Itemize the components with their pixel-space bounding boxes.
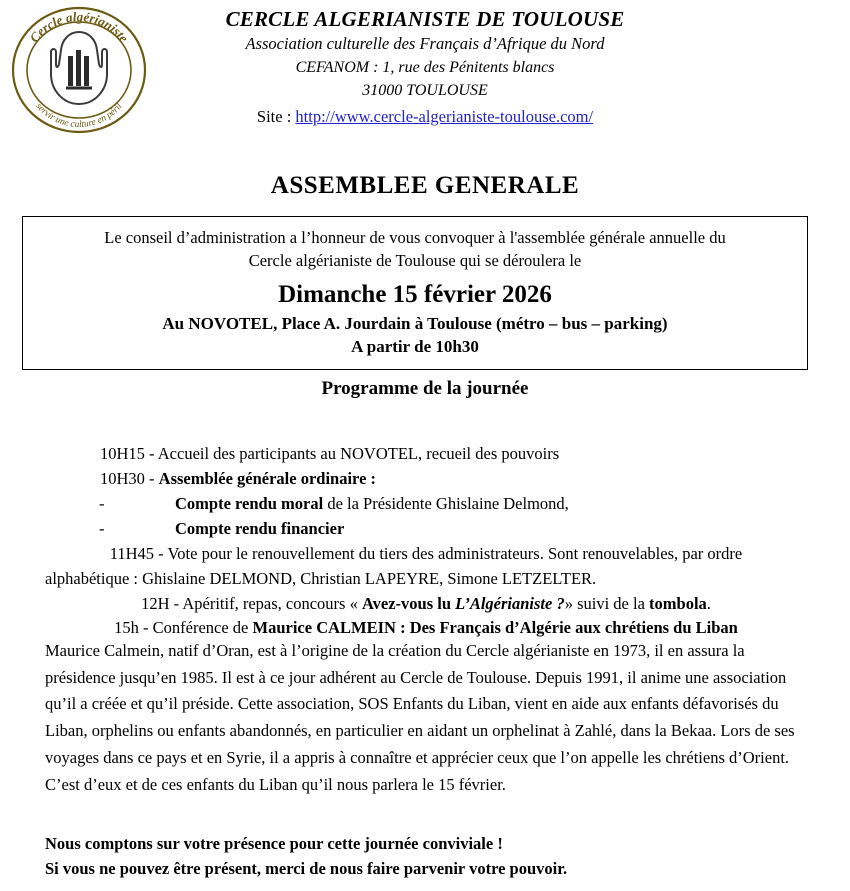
svg-text:servir une culture en péril: servir une culture en péril [33, 101, 125, 131]
schedule-item-2 [45, 467, 807, 491]
schedule-item-2-text: Assemblée générale ordinaire : [158, 468, 377, 488]
website-link[interactable]: http://www.cercle-algerianiste-toulouse.com/ [295, 106, 594, 126]
programme-schedule [45, 442, 807, 641]
closing-line-2: Si vous ne pouvez être présent, merci de nous faire parvenir votre pouvoir. [45, 858, 568, 878]
convocation-time: A partir de 10h30 [351, 337, 479, 357]
schedule-item-4-bold-e: tombola [649, 593, 707, 613]
schedule-item-1 [45, 442, 807, 466]
schedule-item-5-speaker: Maurice CALMEIN : Des Français d’Algérie aux chrétiens du Liban [252, 618, 738, 638]
schedule-subitem-1 [45, 492, 807, 516]
convocation-text-line2: Cercle algérianiste de Toulouse qui se déroulera le [248, 251, 582, 271]
schedule-item-5-time: 15h - [114, 618, 153, 638]
schedule-item-3 [45, 542, 807, 566]
svg-text:Cercle algérianiste: Cercle algérianiste [26, 8, 132, 46]
website-line [150, 104, 700, 130]
schedule-item-3-time: 11H45 - [109, 543, 168, 563]
schedule-item-4 [45, 592, 807, 616]
schedule-item-5 [45, 616, 807, 640]
schedule-subitem-1-dash: - [99, 493, 105, 513]
schedule-subitem-1-rest: de la Présidente Ghislaine Delmond, [323, 493, 569, 513]
schedule-subitem-1-bold: Compte rendu moral [175, 493, 324, 513]
convocation-place: Au NOVOTEL, Place A. Jourdain à Toulouse (métro – bus – parking) [162, 314, 668, 334]
closing-line-1: Nous comptons sur votre présence pour cette journée conviviale ! [45, 834, 503, 853]
site-label: Site : [256, 106, 296, 126]
organization-address-line1: CEFANOM : 1, rue des Pénitents blancs [295, 59, 555, 77]
programme-heading: Programme de la journée [321, 378, 529, 399]
schedule-item-4-text-a: Apéritif, repas, concours « [182, 593, 362, 613]
schedule-item-4-text-d: » suivi de la [564, 593, 650, 613]
schedule-item-2-time: 10H30 - [100, 468, 159, 488]
schedule-item-4-bold-b: Avez-vous lu [361, 593, 456, 613]
speaker-biography: Maurice Calmein, natif d’Oran, est à l’origine de la création du Cercle algérianiste en 1973, il en assura la présidence jusqu’en 1985. Il est à ce jour adhérent au Cercle de Toulouse. Depuis 1991, il anime une association qu’il a créée et qu’il préside. Cette association, SOS Enfants du Liban, vient en aide aux enfants défavorisés du Liban, orphelins ou enfants abandonnés, en particulier en aidant un orphelinat à Zahlé, dans la Bekaa. Lors de ses voyages dans ce pays et en Syrie, il a appris à connaître et apprécier ceux que l’on appelle les chrétiens d’Orient. C’est d’eux et de ces enfants du Liban qu’il nous parlera le 15 février. [45, 641, 795, 794]
schedule-subitem-2 [45, 517, 807, 541]
closing-message [45, 832, 815, 882]
schedule-item-1-text: Accueil des participants au NOVOTEL, recueil des pouvoirs [157, 444, 560, 463]
organization-address-line2: 31000 TOULOUSE [362, 82, 488, 100]
schedule-subitem-2-bold: Compte rendu financier [175, 518, 345, 538]
schedule-subitem-2-dash: - [99, 518, 105, 538]
schedule-item-4-time: 12H - [141, 593, 183, 613]
letterhead [150, 0, 700, 130]
cercle-algerianiste-logo-icon [6, 4, 152, 136]
convocation-box [22, 216, 808, 370]
convocation-text-line1: Le conseil d’administration a l’honneur de vous convoquer à l'assemblée générale annuelle du [104, 228, 726, 247]
page-title: ASSEMBLEE GENERALE [270, 171, 580, 199]
organization-subtitle: Association culturelle des Français d’Afrique du Nord [245, 34, 605, 54]
schedule-item-3-continuation: alphabétique : Ghislaine DELMOND, Christian LAPEYRE, Simone LETZELTER. [45, 568, 597, 588]
schedule-item-3-text: Vote pour le renouvellement du tiers des administrateurs. Sont renouvelables, par ordre [167, 543, 743, 563]
convocation-date: Dimanche 15 février 2026 [278, 281, 552, 309]
schedule-item-5-text-a: Conférence de [152, 618, 253, 638]
schedule-item-1-time: 10H15 - [100, 444, 158, 463]
organization-name: CERCLE ALGERIANISTE DE TOULOUSE [225, 7, 625, 31]
schedule-item-4-text-f: . [706, 593, 711, 613]
schedule-item-4-title: L’Algérianiste ? [455, 593, 565, 613]
